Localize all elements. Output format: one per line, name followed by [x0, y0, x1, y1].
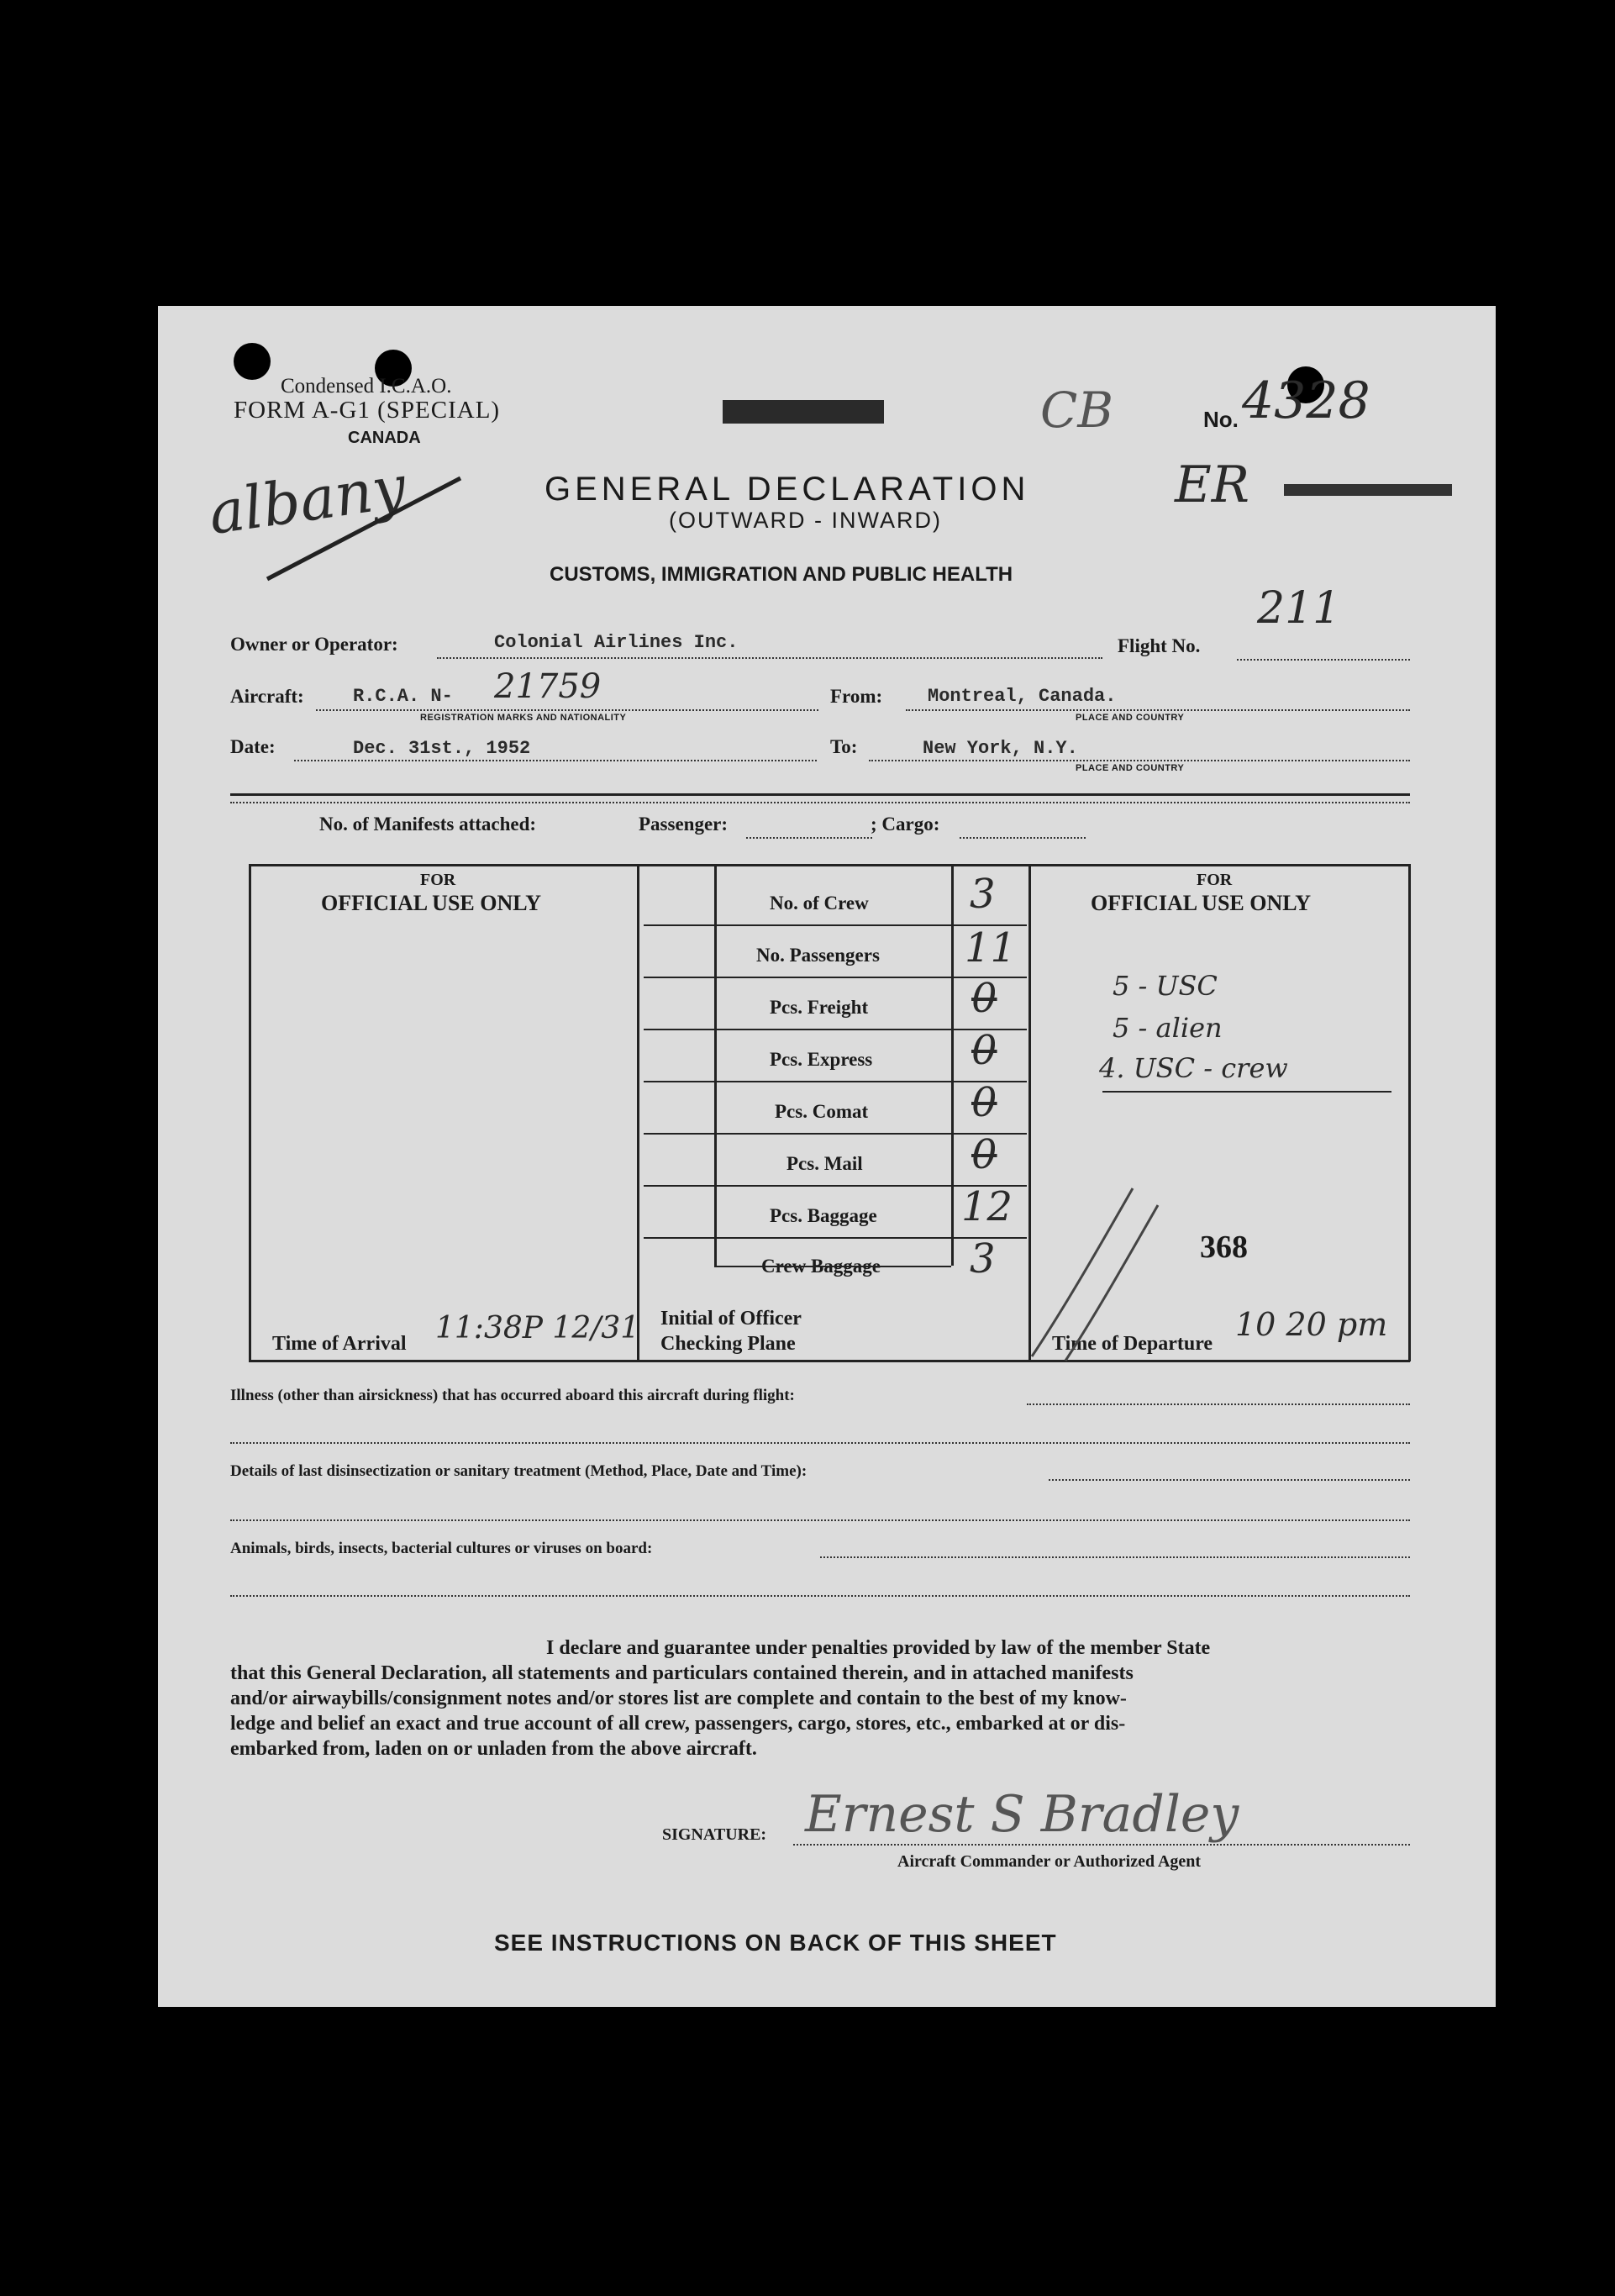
aircraft-value[interactable]: R.C.A. N-: [353, 686, 453, 707]
row-separator: [644, 1133, 1027, 1135]
declaration-line-3: and/or airwaybills/consignment notes and/or stores list are complete and contain to the best of my know-: [230, 1688, 1127, 1709]
hand-underline-stroke: [259, 474, 477, 592]
condensed-label: Condensed I.C.A.O.: [281, 375, 452, 398]
manifests-passenger-line[interactable]: [746, 837, 872, 839]
form-department: CUSTOMS, IMMIGRATION AND PUBLIC HEALTH: [550, 563, 1013, 586]
hand-stroke-marks: [1015, 1180, 1183, 1365]
illness-line-1[interactable]: [1027, 1403, 1410, 1405]
animals-label: Animals, birds, insects, bacterial cultures or viruses on board:: [230, 1540, 653, 1557]
form-title: GENERAL DECLARATION: [544, 471, 1030, 508]
row-label-freight: Pcs. Freight: [770, 997, 869, 1018]
note-underline: [1102, 1091, 1391, 1093]
flight-line: [1237, 659, 1410, 661]
hand-initials-top: CB: [1040, 382, 1113, 439]
departure-value[interactable]: 10 20 pm: [1235, 1306, 1388, 1343]
footer-instructions: SEE INSTRUCTIONS ON BACK OF THIS SHEET: [494, 1930, 1057, 1956]
declaration-line-4: ledge and belief an exact and true account of all crew, passengers, cargo, stores, etc., embarked at or dis-: [230, 1713, 1126, 1735]
header-divider-dotted: [230, 802, 1410, 803]
place-caption-to: PLACE AND COUNTRY: [1076, 763, 1185, 773]
place-caption-from: PLACE AND COUNTRY: [1076, 713, 1185, 723]
aircraft-line: [316, 709, 818, 711]
declaration-line-1: I declare and guarantee under penalties provided by law of the member State: [546, 1637, 1211, 1659]
departure-label: Time of Departure: [1052, 1333, 1213, 1355]
animals-line-2[interactable]: [230, 1595, 1410, 1597]
form-subtitle: (OUTWARD - INWARD): [669, 508, 942, 533]
flight-value[interactable]: 211: [1257, 583, 1341, 634]
stamp-number: 368: [1200, 1230, 1248, 1265]
manifests-passenger-label: Passenger:: [639, 814, 729, 835]
hand-destination: albany: [204, 452, 410, 548]
row-value-express[interactable]: 0: [971, 1027, 997, 1074]
table-right-border: [1408, 864, 1411, 1361]
aircraft-hand-number[interactable]: 21759: [494, 667, 602, 706]
row-label-comat: Pcs. Comat: [775, 1101, 869, 1122]
strike-mark: [1284, 484, 1452, 496]
row-label-mail: Pcs. Mail: [786, 1153, 863, 1174]
declaration-line-5: embarked from, laden on or unladen from the above aircraft.: [230, 1738, 757, 1760]
to-line: [869, 760, 1410, 761]
punch-hole: [234, 343, 271, 380]
form-number: FORM A-G1 (SPECIAL): [234, 397, 501, 424]
registration-caption: REGISTRATION MARKS AND NATIONALITY: [420, 713, 627, 723]
owner-label: Owner or Operator:: [230, 634, 398, 655]
table-bottom: [249, 1360, 1410, 1362]
illness-line-2[interactable]: [230, 1442, 1410, 1444]
manifests-cargo-label: ; Cargo:: [871, 814, 940, 835]
flight-label: Flight No.: [1118, 635, 1201, 656]
row-separator: [644, 1081, 1027, 1082]
to-label: To:: [830, 736, 858, 757]
note-alien: 5 - alien: [1113, 1012, 1223, 1044]
row-value-passengers[interactable]: 11: [965, 924, 1017, 972]
illness-label: Illness (other than airsickness) that has occurred aboard this aircraft during flight:: [230, 1387, 795, 1404]
row-label-baggage: Pcs. Baggage: [770, 1205, 877, 1226]
from-label: From:: [830, 686, 883, 707]
date-label: Date:: [230, 736, 276, 757]
table-top: [249, 864, 1410, 866]
aircraft-label: Aircraft:: [230, 686, 304, 707]
arrival-value[interactable]: 11:38P 12/31: [435, 1311, 640, 1345]
row-label-crew: No. of Crew: [770, 893, 869, 914]
form-country: CANADA: [348, 429, 421, 447]
row-value-crew-baggage[interactable]: 3: [970, 1235, 996, 1282]
owner-line: [437, 657, 1102, 659]
row-value-comat[interactable]: 0: [971, 1079, 997, 1126]
official-use-left: OFFICIAL USE ONLY: [321, 891, 541, 915]
row-separator: [714, 1266, 951, 1267]
row-label-express: Pcs. Express: [770, 1049, 873, 1070]
date-value[interactable]: Dec. 31st., 1952: [353, 738, 531, 759]
no-value: 4328: [1242, 371, 1370, 430]
row-label-passengers: No. Passengers: [756, 945, 880, 966]
disinsect-line-1[interactable]: [1049, 1479, 1410, 1481]
row-value-crew[interactable]: 3: [970, 871, 996, 918]
row-label-crew-baggage: Crew Baggage: [761, 1256, 881, 1277]
row-separator: [644, 977, 1027, 978]
row-value-freight[interactable]: 0: [971, 975, 997, 1022]
owner-value[interactable]: Colonial Airlines Inc.: [494, 632, 739, 653]
row-value-mail[interactable]: 0: [971, 1131, 997, 1178]
redaction-block: [723, 400, 884, 424]
declaration-line-2: that this General Declaration, all statements and particulars contained therein, and in attached manifests: [230, 1662, 1134, 1684]
official-use-right: OFFICIAL USE ONLY: [1091, 891, 1311, 915]
animals-line-1[interactable]: [820, 1556, 1410, 1558]
signature-label: SIGNATURE:: [662, 1825, 767, 1844]
date-line: [294, 760, 817, 761]
official-for-right: FOR: [1197, 871, 1233, 889]
signature-value[interactable]: Ernest S Bradley: [805, 1785, 1239, 1844]
manifests-label: No. of Manifests attached:: [319, 814, 537, 835]
note-usc: 5 - USC: [1113, 970, 1218, 1002]
hand-initials-er: ER: [1175, 456, 1249, 514]
manifests-cargo-line[interactable]: [960, 837, 1086, 839]
from-value[interactable]: Montreal, Canada.: [928, 686, 1117, 707]
disinsect-label: Details of last disinsectization or sanitary treatment (Method, Place, Date and Time):: [230, 1462, 808, 1480]
to-value[interactable]: New York, N.Y.: [923, 738, 1078, 759]
declaration-sheet: [158, 306, 1496, 2007]
note-crew: 4. USC - crew: [1099, 1052, 1288, 1084]
signature-caption: Aircraft Commander or Authorized Agent: [897, 1852, 1202, 1871]
disinsect-line-2[interactable]: [230, 1519, 1410, 1521]
header-divider: [230, 793, 1410, 796]
arrival-label: Time of Arrival: [272, 1333, 407, 1355]
table-left-border: [249, 864, 251, 1361]
checking-plane-label: Checking Plane: [660, 1333, 796, 1355]
row-separator: [644, 1029, 1027, 1030]
table-divider-left: [637, 864, 639, 1361]
initial-officer-label: Initial of Officer: [660, 1308, 802, 1330]
signature-line: [793, 1844, 1410, 1846]
row-value-baggage[interactable]: 12: [961, 1183, 1013, 1230]
from-line: [906, 709, 1410, 711]
no-label: No.: [1203, 407, 1239, 432]
official-for-left: FOR: [420, 871, 456, 889]
